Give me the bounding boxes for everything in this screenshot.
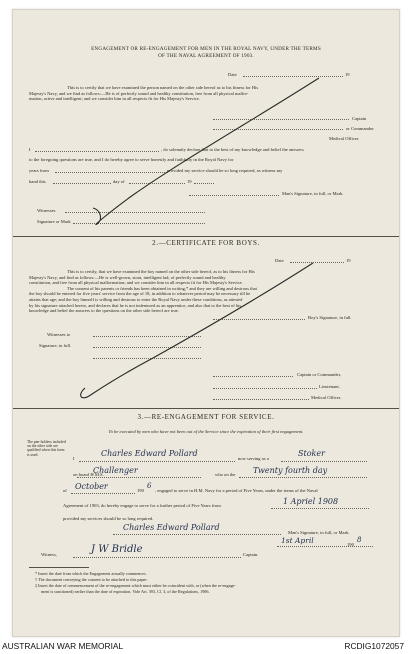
date2-line — [277, 546, 373, 547]
reeng-mans-sig-label: Man's Signature, in full, or Mark. — [288, 530, 350, 535]
footnote-4: ment is sanctioned) earlier than the date of expiration. Vide Art. 393, Cl. 3, of the Regulations, 1906. — [41, 589, 210, 594]
captain-label-3: Captain. — [243, 552, 259, 557]
handwritten-month: October — [75, 482, 108, 491]
section3-heading: 3.—RE-ENGAGEMENT FOR SERVICE. — [137, 413, 275, 421]
handwritten-name: Charles Edward Pollard — [101, 449, 198, 458]
date-label: Date — [228, 72, 237, 77]
reeng-name-line — [79, 461, 235, 462]
years-from-label: years from — [29, 168, 49, 173]
form-title-line1: ENGAGEMENT OR RE-ENGAGEMENT FOR MEN IN THE ROYAL NAVY, UNDER THE TERMS — [91, 46, 321, 52]
on-board-label: on board H.M.S. — [73, 472, 104, 477]
medical-officer-label: Medical Officer. — [329, 136, 360, 141]
captain-commander-label: Captain or Commander, — [297, 372, 342, 377]
provided-text: provided my service should be so long required, as witness my — [167, 168, 283, 173]
boys-line-5: the boy should be entered for five years' service from the age of 18, in addition to whatever period may be necessary till he — [29, 291, 251, 297]
i-label: I — [29, 147, 31, 152]
footnote-rule — [29, 567, 89, 568]
hand-this-label: hand this — [29, 179, 46, 184]
boys-line-8: knowledge and belief the answers to the questions on the other side hereof are true. — [29, 308, 179, 314]
agreement-text: Agreement of 1903, do hereby engage to serve for a further period of Five Years from — [63, 503, 221, 508]
cancellation-stroke-2 — [13, 10, 399, 636]
cert-line-2: Majesty's Navy, and we find as follows:—He is of perfectly sound and healthy constitution, free from all physical malfor- — [29, 90, 249, 96]
handwritten-witness: J W Bridle — [91, 544, 143, 555]
now-serving-label: now serving as a — [238, 456, 269, 461]
footer-institution: AUSTRALIAN WAR MEMORIAL — [2, 641, 124, 651]
footnote-3: ‡ Insert the date of commencement of the re-engagement which must either be coincident with, or (when the re-engage- — [35, 583, 236, 588]
form-title-line2: OF THE NAVAL AGREEMENT OF 1903. — [158, 53, 254, 59]
footer-record-id: RCDIG1072057 — [344, 641, 404, 651]
witness-line — [73, 557, 241, 558]
signature-in-full-label: Signature, in full. — [39, 343, 72, 348]
divider-2 — [13, 408, 399, 409]
footnote-2: † The document conveying the consent to be attached to this paper. — [35, 577, 148, 582]
handwritten-signature: Charles Edward Pollard — [123, 523, 220, 532]
cancel-line-2 — [81, 263, 313, 398]
witness-signature-label: Signature or Mark — [37, 219, 71, 224]
document-page — [12, 9, 400, 637]
ship-line — [77, 477, 201, 478]
boys-date-year: 19 — [346, 258, 351, 263]
date-year: 19 — [345, 72, 350, 77]
boys-line-6: attains that age; and the boy himself is willing and desirous to enter the Royal Navy under these conditions, as attested — [29, 296, 243, 302]
boys-signature-label: Boy's Signature, in full. — [308, 315, 352, 320]
footnote-1: * Insert the date from which the Engagement actually commences. — [35, 571, 147, 576]
captain-label: Captain — [352, 116, 367, 121]
cert-line-1: This is to certify that we have examined the person named on the other side hereof as to his fitness for His — [67, 85, 259, 90]
engaged-text: , engaged to serve in H.M. Navy for a period of Five Years, under the terms of the Naval — [155, 488, 318, 493]
margin-note: The pen-holders included on the other side are qualified when this form is used. — [27, 440, 66, 457]
rating-line — [281, 461, 367, 462]
of-label: of — [63, 488, 67, 493]
day-of-label: day of — [113, 179, 125, 184]
witnesses-label: Witnesses — [37, 208, 56, 213]
boys-line-4: The consent of his parents or friends has been obtained in writing,* and they are willing and desirous that — [67, 285, 257, 291]
cert-line-3: mation, active and intelligent; and we consider him in all respects fit for His Majesty's Service. — [29, 96, 200, 102]
handwritten-day: Twenty fourth day — [253, 466, 328, 475]
reeng-signature-line — [113, 534, 281, 535]
section3-intro: To be executed by men who have not been out of the Service since the expiration of their first engagement. — [108, 429, 304, 434]
commander-label: or Commander. — [346, 126, 375, 131]
handwritten-from-date: 1 Apriel 1908 — [283, 497, 339, 506]
section2-heading: 2.—CERTIFICATE FOR BOYS. — [152, 239, 260, 247]
handwritten-year: 6 — [147, 482, 152, 490]
year-end-label: 190 — [347, 542, 354, 547]
witnesses-to-label: Witnesses to — [47, 332, 71, 337]
who-on-label: who on the — [215, 472, 236, 477]
reeng-i-label: I — [73, 456, 75, 461]
boys-line-1: This is to certify, that we have examined the boy named on the other side hereof, as to his fitness for His — [67, 269, 255, 274]
boys-medical-label: Medical Officer. — [311, 395, 342, 400]
handwritten-year2: 8 — [357, 536, 362, 544]
witness-label: Witness, — [41, 552, 57, 557]
day-line — [239, 477, 367, 478]
declare-text: , do solemnly declare that to the best of my knowledge and belief the answers — [161, 147, 304, 152]
mans-signature-label: Man's Signature, in full, or Mark. — [282, 191, 344, 196]
lieutenant-label: Lieutenant, — [319, 384, 340, 389]
year-19-label: 19 — [187, 179, 192, 184]
from-date-line — [271, 508, 369, 509]
boys-line-3: constitution, and free from all physical malformation; and we consider him in all respects fit for His Majesty's Service. — [29, 280, 243, 286]
boys-line-2: Majesty's Navy, and find as follows:—He is well-grown, stout, intelligent lad; of perfectly sound and healthy — [29, 274, 226, 280]
month-line-3 — [71, 493, 135, 494]
handwritten-date2: 1st April — [281, 536, 314, 545]
year-prefix-label: 190 — [137, 488, 144, 493]
boys-date-label: Date — [275, 258, 284, 263]
questions-text: to the foregoing questions are true, and I do hereby agree to serve honestly and faithfully in the Royal Navy for — [29, 157, 234, 162]
handwritten-rating: Stoker — [298, 449, 325, 458]
provided-text-3: provided my services should be so long required. — [63, 516, 154, 521]
handwritten-ship: Challenger — [93, 466, 138, 475]
boys-line-7: by his signature attached hereto, and declares that he is not indentured as an apprentice, and also that to the best of his — [29, 302, 242, 308]
